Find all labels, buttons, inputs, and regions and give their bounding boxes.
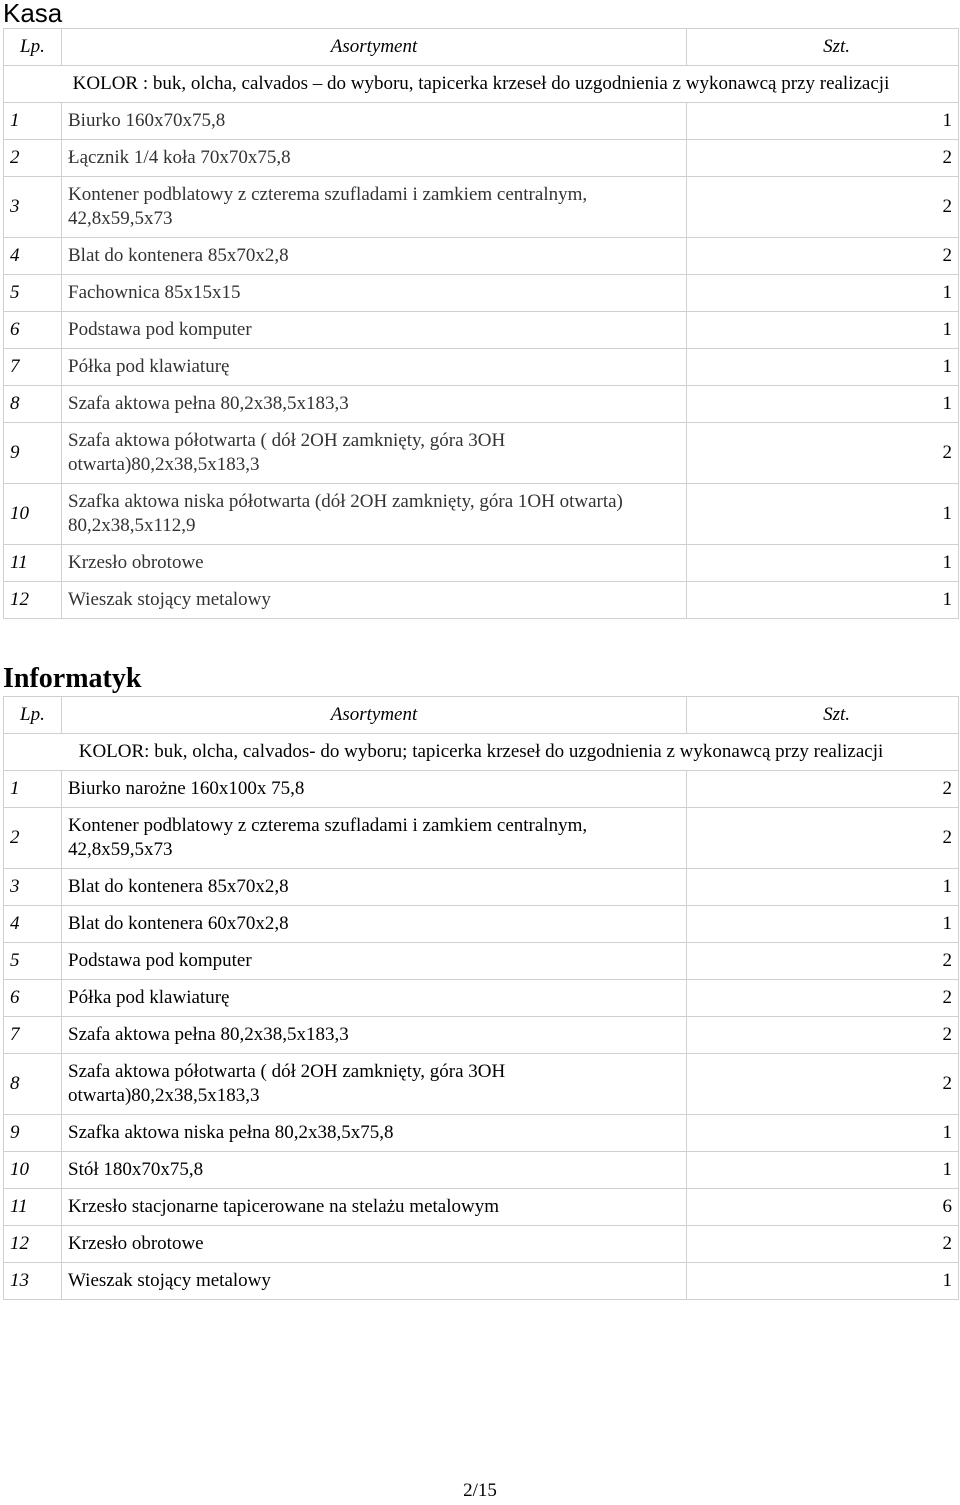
item-quantity: 2 — [687, 1226, 959, 1263]
row-number: 9 — [4, 1115, 62, 1152]
item-quantity: 2 — [687, 943, 959, 980]
table-row — [4, 1115, 959, 1152]
item-name: Wieszak stojący metalowy — [62, 582, 687, 619]
header-item: Asortyment — [62, 29, 687, 66]
item-name: Krzesło obrotowe — [62, 1226, 687, 1263]
item-quantity: 2 — [687, 423, 959, 484]
table-row — [4, 484, 959, 545]
item-name: Szafa aktowa półotwarta ( dół 2OH zamknięty, góra 3OH otwarta)80,2x38,5x183,3 — [62, 423, 687, 484]
informatyk-table — [3, 696, 959, 1300]
color-note-row — [4, 734, 959, 771]
row-number: 8 — [4, 386, 62, 423]
table-header-row — [4, 29, 959, 66]
section-title-informatyk: Informatyk — [3, 663, 142, 694]
item-quantity: 2 — [687, 177, 959, 238]
row-number: 5 — [4, 943, 62, 980]
table-row — [4, 177, 959, 238]
item-quantity: 1 — [687, 275, 959, 312]
item-name: Biurko narożne 160x100x 75,8 — [62, 771, 687, 808]
item-quantity: 1 — [687, 545, 959, 582]
item-quantity: 1 — [687, 906, 959, 943]
table-row — [4, 545, 959, 582]
row-number: 9 — [4, 423, 62, 484]
table-row — [4, 943, 959, 980]
row-number: 5 — [4, 275, 62, 312]
row-number: 3 — [4, 177, 62, 238]
item-name: Stół 180x70x75,8 — [62, 1152, 687, 1189]
table-row — [4, 906, 959, 943]
row-number: 11 — [4, 545, 62, 582]
header-qty: Szt. — [687, 697, 959, 734]
item-name: Kontener podblatowy z czterema szufladami i zamkiem centralnym, 42,8x59,5x73 — [62, 177, 687, 238]
table-row — [4, 238, 959, 275]
item-name: Krzesło obrotowe — [62, 545, 687, 582]
item-name: Blat do kontenera 85x70x2,8 — [62, 238, 687, 275]
row-number: 7 — [4, 1017, 62, 1054]
item-quantity: 1 — [687, 1115, 959, 1152]
item-name: Szafka aktowa niska półotwarta (dół 2OH zamknięty, góra 1OH otwarta) 80,2x38,5x112,9 — [62, 484, 687, 545]
page-number: 2/15 — [463, 1480, 497, 1501]
item-quantity: 2 — [687, 1054, 959, 1115]
row-number: 8 — [4, 1054, 62, 1115]
item-name: Podstawa pod komputer — [62, 943, 687, 980]
row-number: 11 — [4, 1189, 62, 1226]
header-item: Asortyment — [62, 697, 687, 734]
item-quantity: 2 — [687, 808, 959, 869]
item-name: Szafa aktowa pełna 80,2x38,5x183,3 — [62, 386, 687, 423]
color-note-row — [4, 66, 959, 103]
item-name: Blat do kontenera 85x70x2,8 — [62, 869, 687, 906]
item-quantity: 1 — [687, 1263, 959, 1300]
item-name: Kontener podblatowy z czterema szufladami i zamkiem centralnym, 42,8x59,5x73 — [62, 808, 687, 869]
row-number: 4 — [4, 238, 62, 275]
item-quantity: 1 — [687, 484, 959, 545]
item-name: Blat do kontenera 60x70x2,8 — [62, 906, 687, 943]
table-row — [4, 1263, 959, 1300]
row-number: 4 — [4, 906, 62, 943]
item-quantity: 2 — [687, 980, 959, 1017]
table-row — [4, 140, 959, 177]
table-row — [4, 582, 959, 619]
item-name: Podstawa pod komputer — [62, 312, 687, 349]
header-lp: Lp. — [4, 697, 62, 734]
item-name: Szafa aktowa pełna 80,2x38,5x183,3 — [62, 1017, 687, 1054]
table-row — [4, 1189, 959, 1226]
table-row — [4, 771, 959, 808]
table-row — [4, 1054, 959, 1115]
table-row — [4, 275, 959, 312]
table-row — [4, 423, 959, 484]
item-quantity: 2 — [687, 140, 959, 177]
header-qty: Szt. — [687, 29, 959, 66]
color-note: KOLOR : buk, olcha, calvados – do wyboru, tapicerka krzeseł do uzgodnienia z wykonawcą przy realizacji — [4, 66, 959, 103]
table-row — [4, 808, 959, 869]
table-row — [4, 869, 959, 906]
item-quantity: 1 — [687, 386, 959, 423]
table-row — [4, 1152, 959, 1189]
row-number: 13 — [4, 1263, 62, 1300]
item-quantity: 1 — [687, 312, 959, 349]
table-row — [4, 1226, 959, 1263]
item-name: Biurko 160x70x75,8 — [62, 103, 687, 140]
item-quantity: 2 — [687, 771, 959, 808]
row-number: 6 — [4, 980, 62, 1017]
item-name: Krzesło stacjonarne tapicerowane na stelażu metalowym — [62, 1189, 687, 1226]
item-quantity: 1 — [687, 349, 959, 386]
header-lp: Lp. — [4, 29, 62, 66]
row-number: 2 — [4, 808, 62, 869]
row-number: 1 — [4, 771, 62, 808]
table-row — [4, 1017, 959, 1054]
section-title-kasa: Kasa — [3, 0, 63, 28]
row-number: 10 — [4, 1152, 62, 1189]
row-number: 12 — [4, 582, 62, 619]
table-row — [4, 386, 959, 423]
item-quantity: 1 — [687, 103, 959, 140]
row-number: 2 — [4, 140, 62, 177]
table-row — [4, 312, 959, 349]
item-name: Wieszak stojący metalowy — [62, 1263, 687, 1300]
item-quantity: 1 — [687, 1152, 959, 1189]
row-number: 6 — [4, 312, 62, 349]
item-quantity: 1 — [687, 582, 959, 619]
item-quantity: 2 — [687, 1017, 959, 1054]
color-note: KOLOR: buk, olcha, calvados- do wyboru; tapicerka krzeseł do uzgodnienia z wykonawcą przy realizacji — [4, 734, 959, 771]
row-number: 7 — [4, 349, 62, 386]
table-header-row — [4, 697, 959, 734]
row-number: 1 — [4, 103, 62, 140]
item-name: Szafa aktowa półotwarta ( dół 2OH zamknięty, góra 3OH otwarta)80,2x38,5x183,3 — [62, 1054, 687, 1115]
item-name: Łącznik 1/4 koła 70x70x75,8 — [62, 140, 687, 177]
row-number: 10 — [4, 484, 62, 545]
item-quantity: 6 — [687, 1189, 959, 1226]
table-row — [4, 349, 959, 386]
kasa-table — [3, 28, 959, 619]
row-number: 3 — [4, 869, 62, 906]
table-row — [4, 103, 959, 140]
item-name: Półka pod klawiaturę — [62, 349, 687, 386]
item-name: Fachownica 85x15x15 — [62, 275, 687, 312]
table-row — [4, 980, 959, 1017]
item-name: Szafka aktowa niska pełna 80,2x38,5x75,8 — [62, 1115, 687, 1152]
row-number: 12 — [4, 1226, 62, 1263]
item-name: Półka pod klawiaturę — [62, 980, 687, 1017]
item-quantity: 2 — [687, 238, 959, 275]
item-quantity: 1 — [687, 869, 959, 906]
